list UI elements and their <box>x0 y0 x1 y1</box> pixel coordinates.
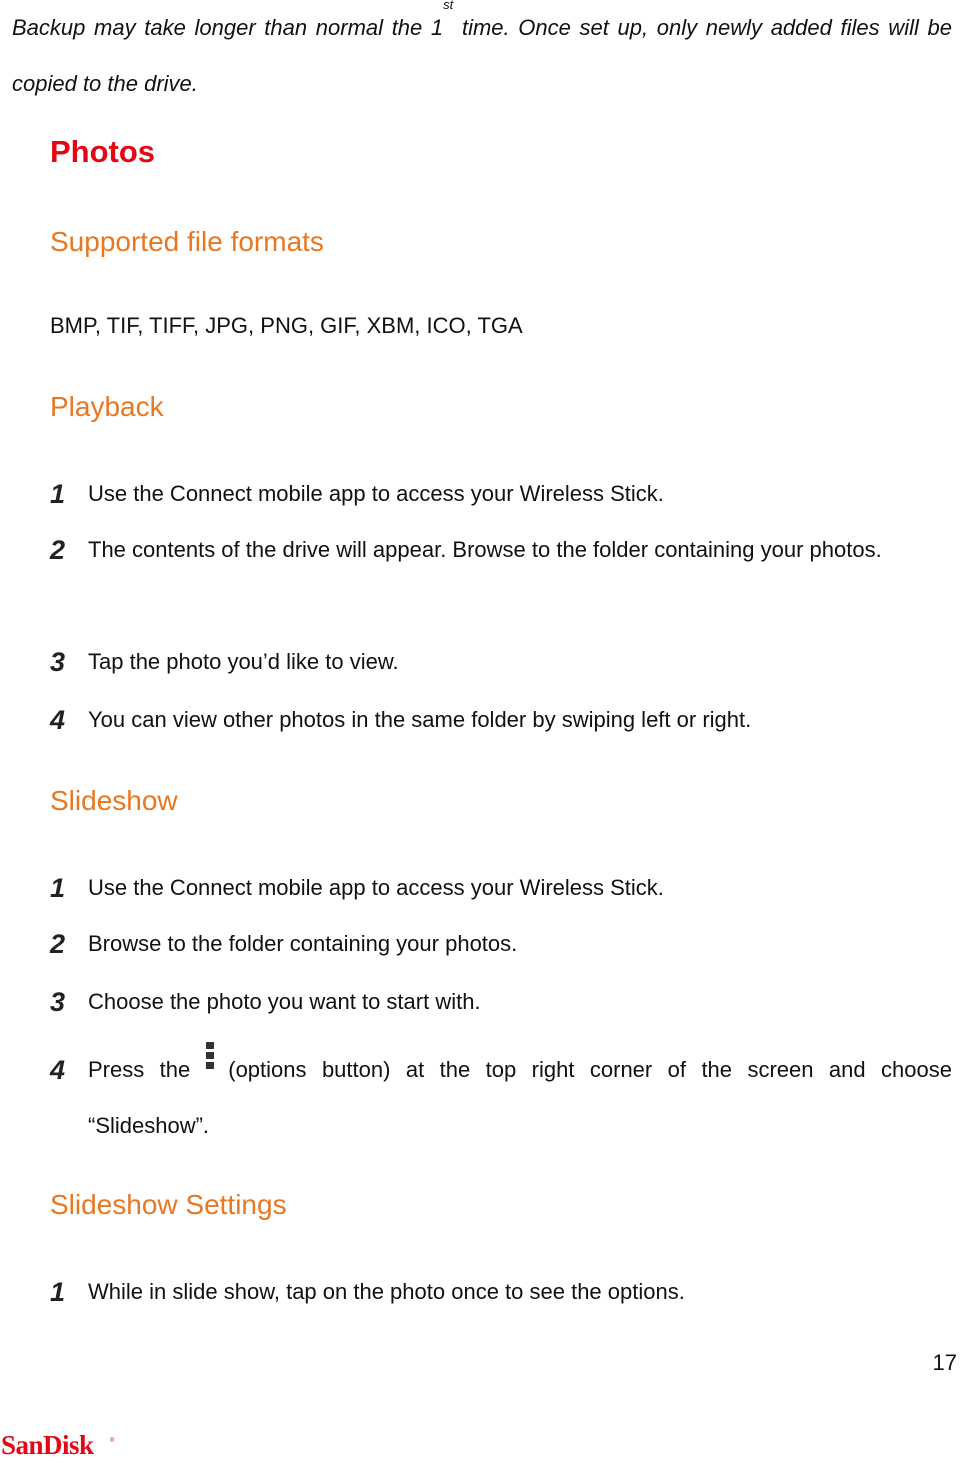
section-title-photos: Photos <box>50 134 156 169</box>
playback-step-1 <box>50 478 952 510</box>
slideshow-step-1 <box>50 872 952 904</box>
step-number: 4 <box>50 705 66 735</box>
ordinal-suffix: st <box>443 0 454 12</box>
step-text: Tap the photo you’d like to view. <box>88 649 399 674</box>
step-number: 1 <box>50 873 66 903</box>
step-text <box>88 1042 952 1154</box>
slideshow-settings-step-1 <box>50 1276 952 1308</box>
step-text: Browse to the folder containing your photos. <box>88 931 518 956</box>
step-number: 2 <box>50 535 66 565</box>
step-text: You can view other photos in the same folder by swiping left or right. <box>88 707 752 732</box>
supported-formats-list: BMP, TIF, TIFF, JPG, PNG, GIF, XBM, ICO, TGA <box>50 313 523 338</box>
slideshow-step-3 <box>50 986 952 1018</box>
step-number: 1 <box>50 479 66 509</box>
svg-text:®: ® <box>110 1438 115 1444</box>
step-text: While in slide show, tap on the photo once to see the options. <box>88 1279 685 1304</box>
step-number: 4 <box>50 1055 66 1085</box>
step-number: 3 <box>50 647 66 677</box>
step-text-before: Press the <box>88 1057 191 1082</box>
step-text: The contents of the drive will appear. Browse to the folder containing your photos. <box>88 537 882 562</box>
svg-text:SanDisk: SanDisk <box>1 1430 94 1458</box>
slideshow-step-4 <box>50 1054 952 1154</box>
backup-note-part1: Backup may take longer than normal the 1 <box>12 15 444 40</box>
playback-step-3 <box>50 646 952 678</box>
page-number: 17 <box>932 1350 957 1375</box>
step-number: 1 <box>50 1277 66 1307</box>
step-text: Use the Connect mobile app to access your Wireless Stick. <box>88 481 664 506</box>
heading-playback: Playback <box>50 391 164 422</box>
sandisk-logo <box>0 1430 118 1463</box>
heading-slideshow: Slideshow <box>50 785 178 816</box>
backup-note <box>12 0 952 112</box>
options-icon <box>202 1036 218 1066</box>
heading-slideshow-settings: Slideshow Settings <box>50 1189 287 1220</box>
step-text: Choose the photo you want to start with. <box>88 989 481 1014</box>
step-text-after: (options button) at the top right corner of the screen and choose “Slideshow”. <box>88 1057 952 1138</box>
step-text: Use the Connect mobile app to access your Wireless Stick. <box>88 875 664 900</box>
step-number: 2 <box>50 929 66 959</box>
heading-supported-formats: Supported file formats <box>50 226 324 257</box>
slideshow-step-2 <box>50 928 952 960</box>
step-number: 3 <box>50 987 66 1017</box>
playback-step-2 <box>50 534 952 578</box>
playback-step-4 <box>50 704 952 736</box>
backup-note-part2: time. Once set up, only newly added files will be copied to the drive. <box>12 15 952 96</box>
